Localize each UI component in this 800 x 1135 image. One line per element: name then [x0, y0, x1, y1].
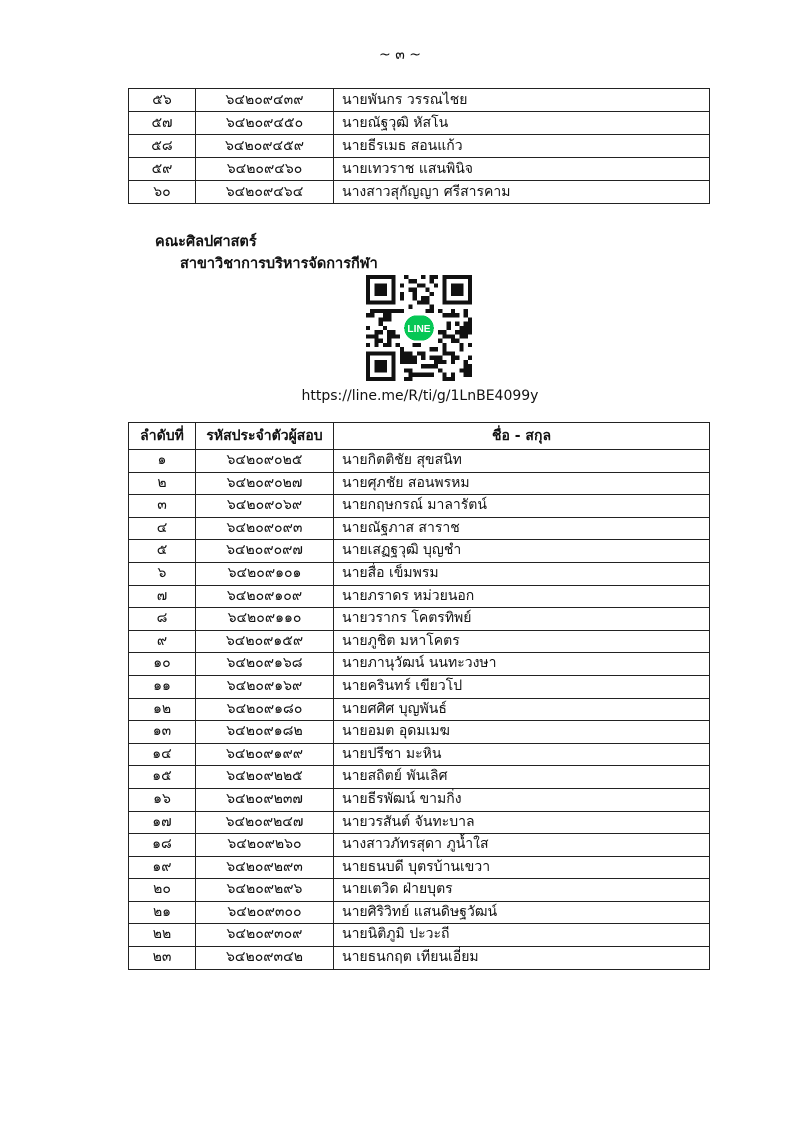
row-number: ๖ — [129, 562, 196, 585]
header-name: ชื่อ - สกุล — [334, 423, 710, 450]
student-name: นายนิติภูมิ ปะวะถี — [334, 924, 710, 947]
table-row — [129, 834, 710, 857]
table-row — [129, 811, 710, 834]
row-number: ๘ — [129, 608, 196, 631]
student-name: นายกฤษกรณ์ มาลารัตน์ — [334, 495, 710, 518]
exam-id: ๖๔๒๐๙๒๙๖ — [196, 879, 334, 902]
student-name: นางสาวภัทรสุดา ภูน้ำใส — [334, 834, 710, 857]
exam-id: ๖๔๒๐๙๑๘๒ — [196, 721, 334, 744]
exam-id: ๖๔๒๐๙๐๖๙ — [196, 495, 334, 518]
student-name: นายเสฏฐวุฒิ บุญชำ — [334, 540, 710, 563]
table-row — [129, 721, 710, 744]
student-name: นายณัฐวุฒิ หัสโน — [334, 112, 710, 135]
exam-id: ๖๔๒๐๙๐๒๗ — [196, 472, 334, 495]
student-name: นายภานุวัฒน์ นนทะวงษา — [334, 653, 710, 676]
exam-id: ๖๔๒๐๙๒๙๓ — [196, 856, 334, 879]
exam-id: ๖๔๒๐๙๑๖๘ — [196, 653, 334, 676]
student-name: นายภราดร หม่วยนอก — [334, 585, 710, 608]
table-row — [129, 879, 710, 902]
row-number: ๒๑ — [129, 901, 196, 924]
student-name: นายเตวิด ฝ่ายบุตร — [334, 879, 710, 902]
exam-id: ๖๔๒๐๙๑๙๙ — [196, 743, 334, 766]
row-number: ๑๓ — [129, 721, 196, 744]
header-no: ลำดับที่ — [129, 423, 196, 450]
exam-id: ๖๔๒๐๙๓๐๐ — [196, 901, 334, 924]
exam-id: ๖๔๒๐๙๑๕๙ — [196, 630, 334, 653]
exam-id: ๖๔๒๐๙๑๘๐ — [196, 698, 334, 721]
exam-id: ๖๔๒๐๙๔๓๙ — [196, 89, 334, 112]
student-name: นายศศิศ บุญพันธ์ — [334, 698, 710, 721]
row-number: ๒ — [129, 472, 196, 495]
row-number: ๒๐ — [129, 879, 196, 902]
exam-id: ๖๔๒๐๙๑๖๙ — [196, 675, 334, 698]
exam-id: ๖๔๒๐๙๒๓๗ — [196, 788, 334, 811]
row-number: ๕๖ — [129, 89, 196, 112]
header-id: รหัสประจำตัวผู้สอบ — [196, 423, 334, 450]
table-row — [129, 901, 710, 924]
row-number: ๗ — [129, 585, 196, 608]
student-name: นายครินทร์ เขียวโป — [334, 675, 710, 698]
table-row — [129, 472, 710, 495]
exam-id: ๖๔๒๐๙๒๒๕ — [196, 766, 334, 789]
table-row — [129, 495, 710, 518]
exam-id: ๖๔๒๐๙๔๕๐ — [196, 112, 334, 135]
row-number: ๑๙ — [129, 856, 196, 879]
table-row — [129, 135, 710, 158]
table-row — [129, 924, 710, 947]
table-row — [129, 766, 710, 789]
student-name: นายพันกร วรรณไชย — [334, 89, 710, 112]
student-name: นายกิตติชัย สุขสนิท — [334, 450, 710, 473]
student-name: นายณัฐภาส สาราช — [334, 517, 710, 540]
exam-id: ๖๔๒๐๙๓๐๙ — [196, 924, 334, 947]
exam-id: ๖๔๒๐๙๐๙๓ — [196, 517, 334, 540]
student-name: นายสื่อ เข็มพรม — [334, 562, 710, 585]
exam-id: ๖๔๒๐๙๒๖๐ — [196, 834, 334, 857]
row-number: ๙ — [129, 630, 196, 653]
student-name: นายธีรพัฒน์ ขามกิ่ง — [334, 788, 710, 811]
table-row — [129, 181, 710, 204]
exam-id: ๖๔๒๐๙๑๐๙ — [196, 585, 334, 608]
student-name: นายวรากร โคตรทิพย์ — [334, 608, 710, 631]
exam-id: ๖๔๒๐๙๔๖๔ — [196, 181, 334, 204]
row-number: ๑๒ — [129, 698, 196, 721]
table-row — [129, 788, 710, 811]
table-row — [129, 540, 710, 563]
row-number: ๖๐ — [129, 181, 196, 204]
row-number: ๕๙ — [129, 158, 196, 181]
row-number: ๓ — [129, 495, 196, 518]
row-number: ๑๗ — [129, 811, 196, 834]
table-row — [129, 562, 710, 585]
row-number: ๑๔ — [129, 743, 196, 766]
row-number: ๑๐ — [129, 653, 196, 676]
student-name: นายธนบดี บุตรบ้านเขวา — [334, 856, 710, 879]
major-heading: สาขาวิชาการบริหารจัดการกีฬา — [180, 256, 378, 272]
faculty-heading: คณะศิลปศาสตร์ — [155, 234, 257, 250]
table-row — [129, 630, 710, 653]
student-name: นายศิริวิทย์ แสนดิษฐวัฒน์ — [334, 901, 710, 924]
table-row — [129, 743, 710, 766]
student-name: นายสถิตย์ พันเลิศ — [334, 766, 710, 789]
row-number: ๑ — [129, 450, 196, 473]
row-number: ๒๒ — [129, 924, 196, 947]
row-number: ๑๘ — [129, 834, 196, 857]
table-header-row — [129, 423, 710, 450]
exam-id: ๖๔๒๐๙๔๕๙ — [196, 135, 334, 158]
student-name: นายธีรเมธ สอนแก้ว — [334, 135, 710, 158]
student-name: นายเทวราช แสนพินิจ — [334, 158, 710, 181]
student-name: นายธนกฤต เทียนเอี่ยม — [334, 947, 710, 970]
exam-id: ๖๔๒๐๙๓๔๒ — [196, 947, 334, 970]
table-row — [129, 112, 710, 135]
table-row — [129, 517, 710, 540]
table-row — [129, 158, 710, 181]
line-logo-text: LINE — [407, 323, 431, 335]
table-row — [129, 947, 710, 970]
roster-table — [128, 422, 710, 970]
row-number: ๕๗ — [129, 112, 196, 135]
student-name: นายวรสันต์ จันทะบาล — [334, 811, 710, 834]
table-row — [129, 653, 710, 676]
exam-id: ๖๔๒๐๙๑๐๑ — [196, 562, 334, 585]
page-number: ~ ๓ ~ — [379, 47, 421, 63]
table-row — [129, 608, 710, 631]
student-name: นายอมต อุดมเมฆ — [334, 721, 710, 744]
table-row — [129, 450, 710, 473]
row-number: ๕ — [129, 540, 196, 563]
exam-id: ๖๔๒๐๙๒๔๗ — [196, 811, 334, 834]
exam-id: ๖๔๒๐๙๑๑๐ — [196, 608, 334, 631]
student-name: นายปรีชา มะหิน — [334, 743, 710, 766]
row-number: ๑๑ — [129, 675, 196, 698]
exam-id: ๖๔๒๐๙๔๖๐ — [196, 158, 334, 181]
exam-id: ๖๔๒๐๙๐๒๕ — [196, 450, 334, 473]
row-number: ๑๕ — [129, 766, 196, 789]
continued-roster-table — [128, 88, 710, 204]
row-number: ๔ — [129, 517, 196, 540]
table-row — [129, 585, 710, 608]
student-name: นายภูชิต มหาโคตร — [334, 630, 710, 653]
table-row — [129, 89, 710, 112]
row-number: ๑๖ — [129, 788, 196, 811]
row-number: ๕๘ — [129, 135, 196, 158]
student-name: นายศุภชัย สอนพรหม — [334, 472, 710, 495]
row-number: ๒๓ — [129, 947, 196, 970]
exam-id: ๖๔๒๐๙๐๙๗ — [196, 540, 334, 563]
table-row — [129, 698, 710, 721]
student-name: นางสาวสุกัญญา ศรีสารคาม — [334, 181, 710, 204]
qr-code-icon[interactable] — [366, 275, 472, 381]
table-row — [129, 675, 710, 698]
qr-link[interactable]: https://line.me/R/ti/g/1LnBE4099y — [301, 388, 539, 404]
table-row — [129, 856, 710, 879]
